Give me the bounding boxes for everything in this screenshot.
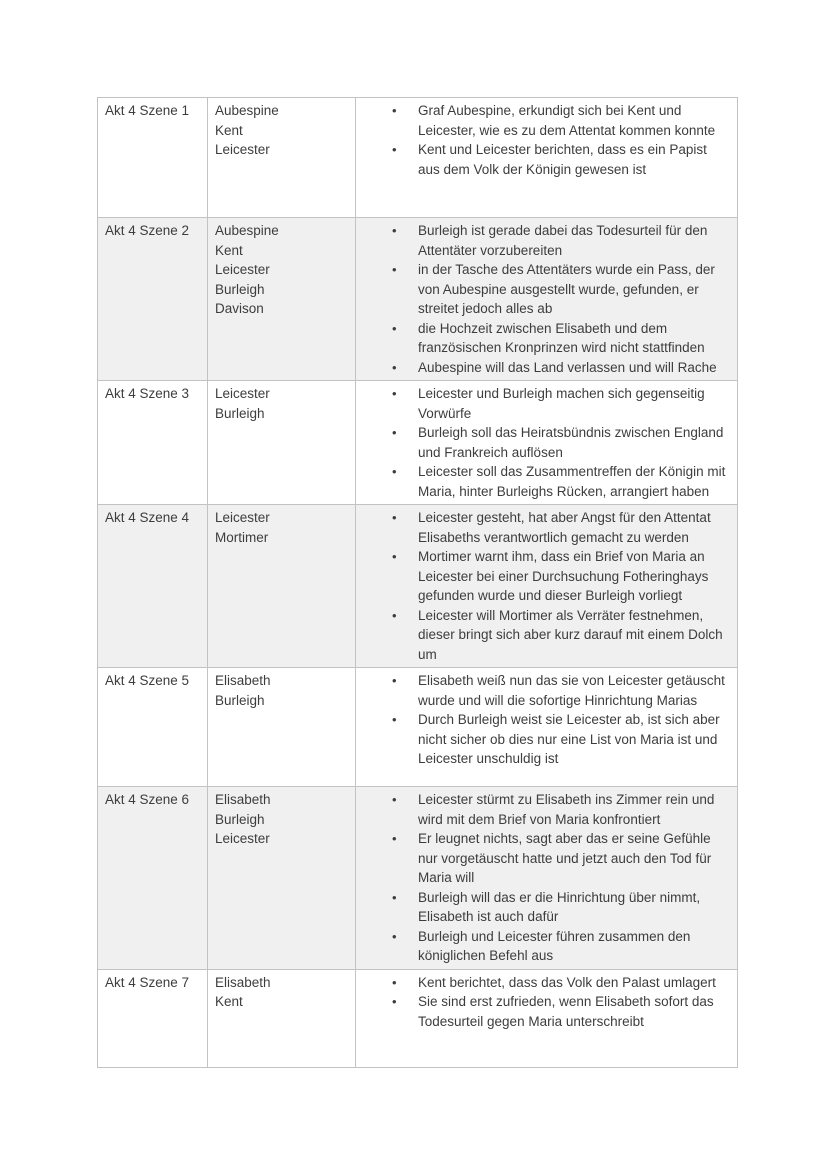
bullet-point-text: Leicester gesteht, hat aber Angst für den Attentat Elisabeths verantwortlich gemacht zu werden (418, 510, 711, 545)
character-name: Leicester (215, 386, 270, 401)
bullet-point-text: Leicester soll das Zusammentreffen der Königin mit Maria, hinter Burleighs Rücken, arrangiert haben (418, 464, 726, 499)
character-name: Burleigh (215, 811, 265, 827)
characters-cell (208, 381, 356, 505)
bullet-icon: • (392, 792, 397, 807)
bullet-point-text: die Hochzeit zwischen Elisabeth und dem französischen Kronprinzen wird nicht stattfinden (418, 320, 705, 355)
bullet-point-text: Sie sind erst zufrieden, wenn Elisabeth sofort das Todesurteil gegen Maria unterschreibt (418, 994, 714, 1029)
bullet-point-text: Burleigh will das er die Hinrichtung über nimmt, Elisabeth ist auch dafür (418, 889, 701, 924)
bullet-icon: • (392, 673, 397, 688)
table-row (98, 218, 738, 381)
bullet-point-text: Kent und Leicester berichten, dass es ein Papist aus dem Volk der Königin gewesen ist (418, 142, 707, 177)
summary-points-cell (356, 218, 738, 381)
bullet-icon: • (392, 712, 397, 727)
bullet-icon: • (392, 142, 397, 157)
bullet-icon: • (392, 831, 397, 846)
bullet-icon: • (392, 386, 397, 401)
bullet-icon: • (392, 549, 397, 564)
character-name: Aubespine (215, 223, 279, 238)
table-row (98, 668, 738, 787)
bullet-point (363, 508, 731, 547)
character-name: Leicester (215, 262, 270, 277)
scene-label-cell (98, 969, 208, 1067)
characters-cell (208, 98, 356, 218)
bullet-point (363, 790, 731, 829)
characters-cell (208, 218, 356, 381)
character-name: Davison (215, 301, 264, 316)
character-name: Kent (215, 122, 243, 138)
bullet-point-text: Durch Burleigh weist sie Leicester ab, ist sich aber nicht sicher ob dies nur eine List von Maria ist und Leicester unschuldig ist (418, 712, 720, 766)
bullet-point-text: Graf Aubespine, erkundigt sich bei Kent und Leicester, wie es zu dem Attentat kommen konnte (418, 103, 716, 138)
character-name: Leicester (215, 831, 270, 846)
characters-cell (208, 505, 356, 668)
scene-label-cell (98, 218, 208, 381)
bullet-icon: • (392, 425, 397, 440)
bullet-point-text: Kent berichtet, dass das Volk den Palast umlagert (418, 974, 716, 990)
character-name: Aubespine (215, 103, 279, 118)
bullet-point (363, 358, 731, 378)
bullet-point-text: Burleigh ist gerade dabei das Todesurteil für den Attentäter vorzubereiten (418, 223, 708, 258)
summary-points-cell (356, 668, 738, 787)
bullet-point (363, 462, 731, 501)
bullet-icon: • (392, 464, 397, 479)
bullet-point (363, 221, 731, 260)
bullet-point (363, 992, 731, 1031)
summary-points-cell (356, 969, 738, 1067)
character-name: Elisabeth (215, 974, 271, 990)
bullet-point-text: Leicester stürmt zu Elisabeth ins Zimmer rein und wird mit dem Brief von Maria konfrontiert (418, 792, 715, 827)
characters-cell (208, 787, 356, 970)
bullet-icon: • (392, 928, 397, 944)
character-name: Kent (215, 242, 243, 258)
bullet-point-text: Burleigh und Leicester führen zusammen den königlichen Befehl aus (418, 928, 691, 963)
character-name: Leicester (215, 510, 270, 525)
scene-label-cell (98, 505, 208, 668)
scene-label: Akt 4 Szene 1 (105, 103, 190, 118)
bullet-point-text: Elisabeth weiß nun das sie von Leicester getäuscht wurde und will die sofortige Hinrichtung Marias (418, 673, 725, 708)
bullet-point-text: Leicester und Burleigh machen sich gegenseitig Vorwürfe (418, 386, 705, 421)
scene-label: Akt 4 Szene 4 (105, 510, 190, 525)
bullet-icon: • (392, 223, 397, 238)
character-name: Burleigh (215, 281, 265, 297)
table-row (98, 98, 738, 218)
character-name: Burleigh (215, 405, 265, 421)
bullet-point (363, 547, 731, 606)
scene-summary-table (97, 97, 738, 1068)
bullet-point (363, 384, 731, 423)
bullet-point (363, 829, 731, 888)
bullet-icon: • (392, 103, 397, 118)
character-name: Elisabeth (215, 673, 271, 688)
scene-label-cell (98, 98, 208, 218)
bullet-point-text: Mortimer warnt ihm, dass ein Brief von Maria an Leicester bei einer Durchsuchung Fotheringhays gefunden wurde und dieser Burleigh vorliegt (418, 549, 709, 603)
summary-points-cell (356, 381, 738, 505)
summary-points-cell (356, 787, 738, 970)
bullet-point (363, 973, 731, 993)
bullet-point (363, 606, 731, 665)
scene-label: Akt 4 Szene 2 (105, 223, 190, 238)
bullet-icon: • (392, 994, 397, 1009)
bullet-point-text: Burleigh soll das Heiratsbündnis zwischen England und Frankreich auflösen (418, 425, 724, 460)
bullet-icon: • (392, 974, 397, 990)
bullet-point-text: Aubespine will das Land verlassen und will Rache (418, 359, 717, 375)
bullet-point (363, 423, 731, 462)
characters-cell (208, 668, 356, 787)
characters-cell (208, 969, 356, 1067)
bullet-icon: • (392, 889, 397, 905)
character-name: Leicester (215, 142, 270, 157)
summary-points-cell (356, 505, 738, 668)
bullet-point (363, 927, 731, 966)
scene-label-cell (98, 787, 208, 970)
bullet-point (363, 671, 731, 710)
bullet-point-text: in der Tasche des Attentäters wurde ein Pass, der von Aubespine ausgestellt wurde, gefunden, er streitet jedoch alles ab (418, 262, 715, 316)
scene-label: Akt 4 Szene 6 (105, 792, 190, 807)
scene-label-cell (98, 668, 208, 787)
bullet-point (363, 140, 731, 179)
bullet-point (363, 260, 731, 319)
character-name: Burleigh (215, 692, 265, 708)
scene-label: Akt 4 Szene 7 (105, 974, 190, 990)
bullet-point (363, 888, 731, 927)
bullet-icon: • (392, 320, 397, 336)
table-row (98, 505, 738, 668)
summary-points-cell (356, 98, 738, 218)
bullet-point-text: Leicester will Mortimer als Verräter festnehmen, dieser bringt sich aber kurz darauf mit einem Dolch um (418, 607, 723, 662)
table-row (98, 787, 738, 970)
bullet-icon: • (392, 510, 397, 525)
scene-table-body (98, 98, 738, 1068)
bullet-point-text: Er leugnet nichts, sagt aber das er seine Gefühle nur vorgetäuscht hatte und jetzt auch den Tod für Maria will (418, 831, 712, 885)
character-name: Elisabeth (215, 792, 271, 807)
table-row (98, 969, 738, 1067)
character-name: Kent (215, 994, 243, 1009)
bullet-point (363, 319, 731, 358)
table-row (98, 381, 738, 505)
scene-label-cell (98, 381, 208, 505)
bullet-icon: • (392, 607, 397, 623)
scene-label: Akt 4 Szene 3 (105, 386, 190, 401)
scene-label: Akt 4 Szene 5 (105, 673, 190, 688)
bullet-icon: • (392, 359, 397, 375)
bullet-icon: • (392, 262, 397, 277)
bullet-point (363, 101, 731, 140)
character-name: Mortimer (215, 529, 269, 545)
bullet-point (363, 710, 731, 769)
